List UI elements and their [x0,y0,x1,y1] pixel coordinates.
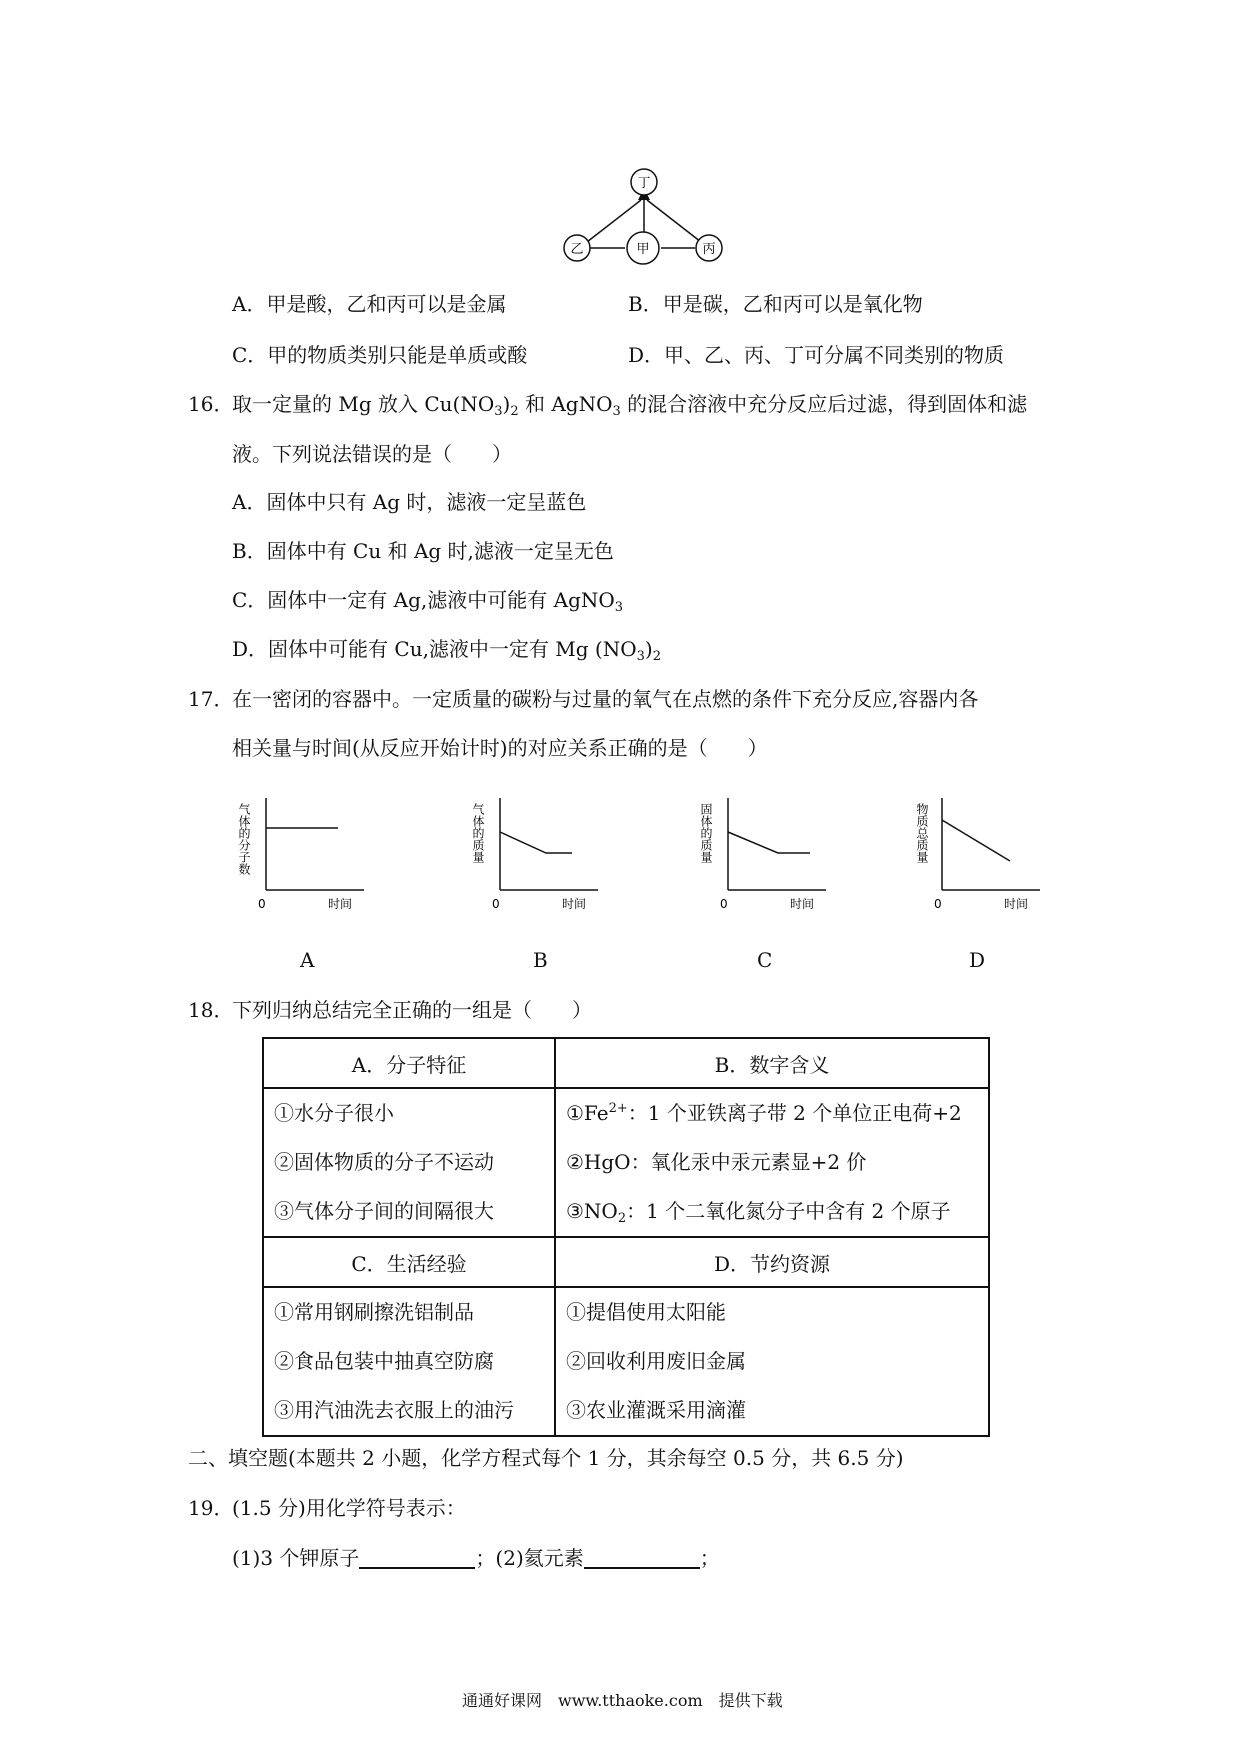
graph-c [698,790,838,920]
table-cell-b [555,1088,989,1237]
q16-option-d: D．固体中可能有 Cu,滤液中一定有 Mg $(NO_3)_2$ [232,637,662,664]
q19-number: 19． [188,1496,234,1520]
origin-label: 0 [934,897,942,911]
q16-number: 16． [188,392,234,416]
relationship-diagram [555,160,730,272]
origin-label: 0 [720,897,728,911]
x-axis-label: 时间 [790,897,815,911]
answer-blank-1[interactable] [359,1547,475,1569]
origin-label: 0 [258,897,266,911]
q18-number: 18． [188,998,234,1022]
table-head-b: B．数字含义 [555,1038,989,1088]
q16-stem-line2: 液。下列说法错误的是（ ） [232,442,512,466]
list-item: $①Fe^{2+}$：1 个亚铁离子带 2 个单位正电荷+2 [566,1101,962,1125]
graph-b [470,790,610,920]
edge-ding-bing [647,200,701,242]
list-item: ③农业灌溉采用滴灌 [566,1398,746,1422]
node-label: 丁 [637,176,651,191]
q19-parts: (1)3 个钾原子 ；(2)氦元素 ； [232,1546,720,1570]
q15-option-b: B．甲是碳，乙和丙可以是氧化物 [628,292,923,316]
table-head-c: C．生活经验 [263,1237,555,1287]
graph-c-label: C [757,948,773,972]
curve [728,832,810,853]
q15-option-d: D．甲、乙、丙、丁可分属不同类别的物质 [628,343,1005,367]
answer-blank-2[interactable] [584,1547,700,1569]
table-cell-c [263,1287,555,1436]
x-axis-label: 时间 [562,897,587,911]
q19-stem: (1.5 分)用化学符号表示： [232,1496,466,1520]
q17-stem-line1: 在一密闭的容器中。一定质量的碳粉与过量的氧气在点燃的条件下充分反应,容器内各 [232,687,979,711]
graph-b-label: B [533,948,548,972]
graph-a-label: A [300,948,315,972]
list-item: ②固体物质的分子不运动 [274,1150,494,1174]
list-item: ②回收利用废旧金属 [566,1349,746,1373]
curve [500,832,572,853]
curve [942,820,1010,861]
q16-option-a: A．固体中只有 Ag 时，滤液一定呈蓝色 [232,490,587,514]
list-item: ①常用钢刷擦洗铝制品 [274,1300,474,1324]
q16-option-b: B．固体中有 Cu 和 Ag 时,滤液一定呈无色 [232,539,614,563]
table-cell-d [555,1287,989,1436]
y-axis-label: 物质总质量 [915,803,929,863]
q15-option-c: C．甲的物质类别只能是单质或酸 [232,343,528,367]
q16-option-c: C．固体中一定有 Ag,滤液中可能有 AgNO$_3$ [232,588,624,615]
y-axis-label: 气体的分子数 [237,803,251,875]
y-axis-label: 气体的质量 [471,803,485,863]
q17-number: 17． [188,687,234,711]
q15-option-a: A．甲是酸，乙和丙可以是金属 [232,292,507,316]
origin-label: 0 [492,897,500,911]
node-label: 丙 [702,242,716,257]
x-axis-label: 时间 [328,897,353,911]
node-label: 甲 [636,242,650,257]
list-item: ③用汽油洗去衣服上的油污 [274,1398,514,1422]
table-head-a: A．分子特征 [263,1038,555,1088]
x-axis-label: 时间 [1004,897,1029,911]
section-heading: 二、填空题(本题共 2 小题，化学方程式每个 1 分，其余每空 0.5 分，共 6.5 分) [188,1446,904,1470]
table-head-d: D．节约资源 [555,1237,989,1287]
list-item: ②HgO：氧化汞中汞元素显+2 价 [566,1150,867,1174]
q18-stem: 下列归纳总结完全正确的一组是（ ） [232,998,592,1022]
table-cell-a [263,1088,555,1237]
list-item: ①提倡使用太阳能 [566,1300,726,1324]
y-axis-label: 固体的质量 [699,803,713,863]
graph-d [912,790,1052,920]
graph-d-label: D [969,948,986,972]
list-item: ②食品包装中抽真空防腐 [274,1349,494,1373]
list-item: ③气体分子间的间隔很大 [274,1199,494,1223]
q16-stem-line1: 取一定量的 Mg 放入 $Cu(NO_3)_2$ 和 AgNO$_3$ 的混合溶液中充分反应后过滤，得到固体和滤 [232,392,1028,419]
node-label: 乙 [570,242,584,257]
graph-a [236,790,376,920]
list-item: $③NO_2$：1 个二氧化氮分子中含有 2 个原子 [566,1199,951,1226]
list-item: ①水分子很小 [274,1101,394,1125]
q17-stem-line2: 相关量与时间(从反应开始计时)的对应关系正确的是（ ） [232,736,768,760]
page-footer: 通通好课网 www.tthaoke.com 提供下载 [462,1691,783,1710]
summary-table [262,1037,990,1437]
